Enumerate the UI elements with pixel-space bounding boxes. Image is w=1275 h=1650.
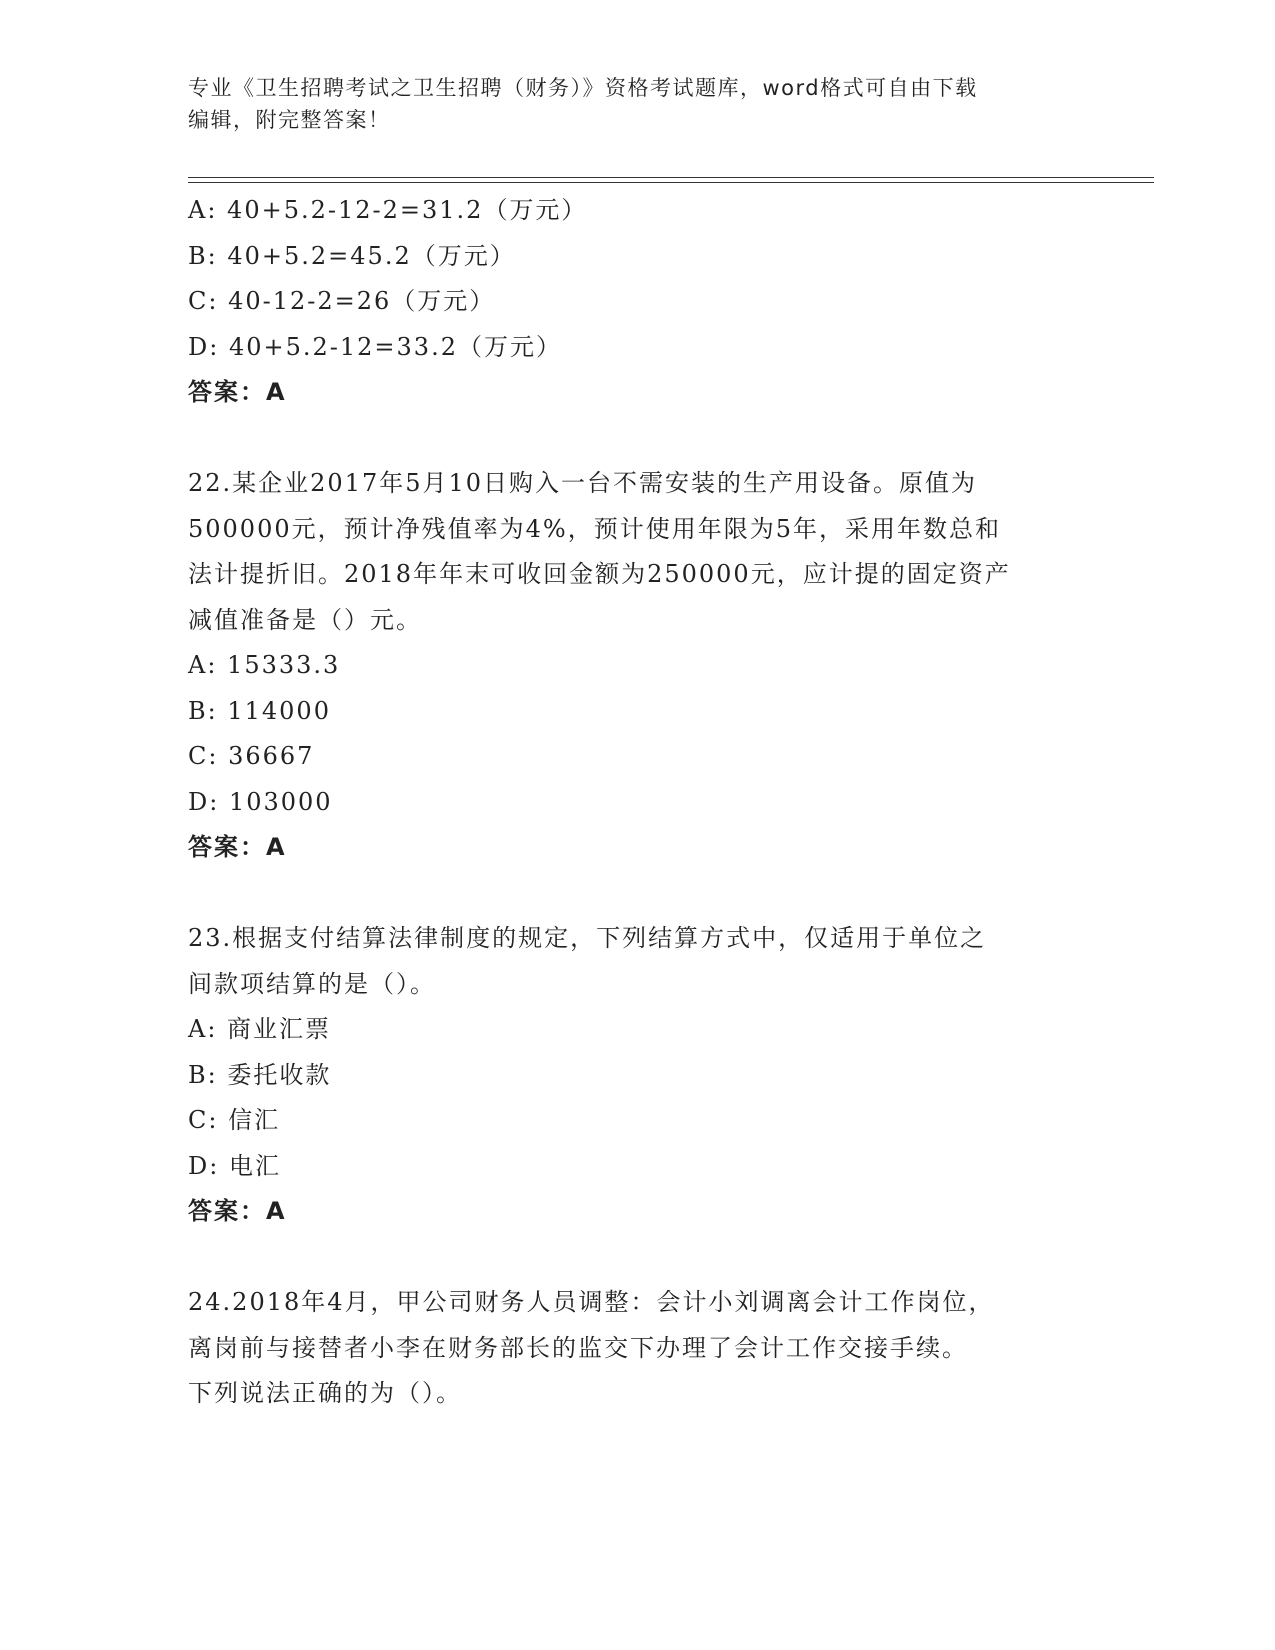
q21-answer: 答案：A	[188, 378, 287, 406]
q24-stem-line-1: 24.2018年4月，甲公司财务人员调整：会计小刘调离会计工作岗位，	[188, 1288, 995, 1316]
q22-option-d: D: 103000	[188, 787, 333, 816]
q23-option-d: D: 电汇	[188, 1151, 281, 1180]
q22-stem-line-2: 500000元，预计净残值率为4%，预计使用年限为5年，采用年数总和	[188, 514, 1001, 543]
q22-stem-line-4: 减值准备是（）元。	[188, 605, 422, 634]
q23-option-c: C: 信汇	[188, 1106, 281, 1134]
q23-stem-line-1: 23.根据支付结算法律制度的规定，下列结算方式中，仅适用于单位之	[188, 924, 987, 952]
q22-stem-line-1: 22.某企业2017年5月10日购入一台不需安装的生产用设备。原值为	[188, 469, 978, 497]
q22-answer: 答案：A	[188, 833, 287, 861]
q23-option-b: B: 委托收款	[188, 1060, 332, 1089]
q23-option-a: A: 商业汇票	[188, 1015, 332, 1043]
header-line-1: 专业《卫生招聘考试之卫生招聘（财务）》资格考试题库，word格式可自由下载	[188, 76, 978, 100]
spacer	[188, 416, 1088, 462]
question-22-block	[188, 461, 1088, 871]
q21-option-d: D: 40+5.2-12=33.2（万元）	[188, 332, 562, 361]
q23-stem-line-2: 间款项结算的是（）。	[188, 969, 436, 998]
header-divider-bottom	[188, 182, 1154, 183]
spacer	[188, 871, 1088, 917]
q21-option-a: A: 40+5.2-12-2=31.2（万元）	[188, 196, 588, 224]
question-24-block	[188, 1280, 1088, 1417]
question-21-block	[188, 188, 1088, 416]
q21-option-c: C: 40-12-2=26（万元）	[188, 287, 496, 315]
spacer	[188, 1235, 1088, 1281]
q24-stem-line-2: 离岗前与接替者小李在财务部长的监交下办理了会计工作交接手续。	[188, 1333, 968, 1362]
question-23-block	[188, 916, 1088, 1235]
document-header	[188, 72, 1088, 136]
q22-option-b: B: 114000	[188, 696, 331, 725]
q23-answer: 答案：A	[188, 1197, 287, 1225]
q21-option-b: B: 40+5.2=45.2（万元）	[188, 241, 516, 270]
q22-option-a: A: 15333.3	[188, 651, 341, 679]
header-divider-top	[188, 177, 1154, 178]
header-line-2: 编辑，附完整答案！	[188, 108, 391, 132]
q24-stem-line-3: 下列说法正确的为（）。	[188, 1379, 462, 1407]
q22-stem-line-3: 法计提折旧。2018年年末可收回金额为250000元，应计提的固定资产	[188, 560, 1011, 588]
q22-option-c: C: 36667	[188, 742, 315, 770]
question-content	[188, 188, 1088, 1417]
